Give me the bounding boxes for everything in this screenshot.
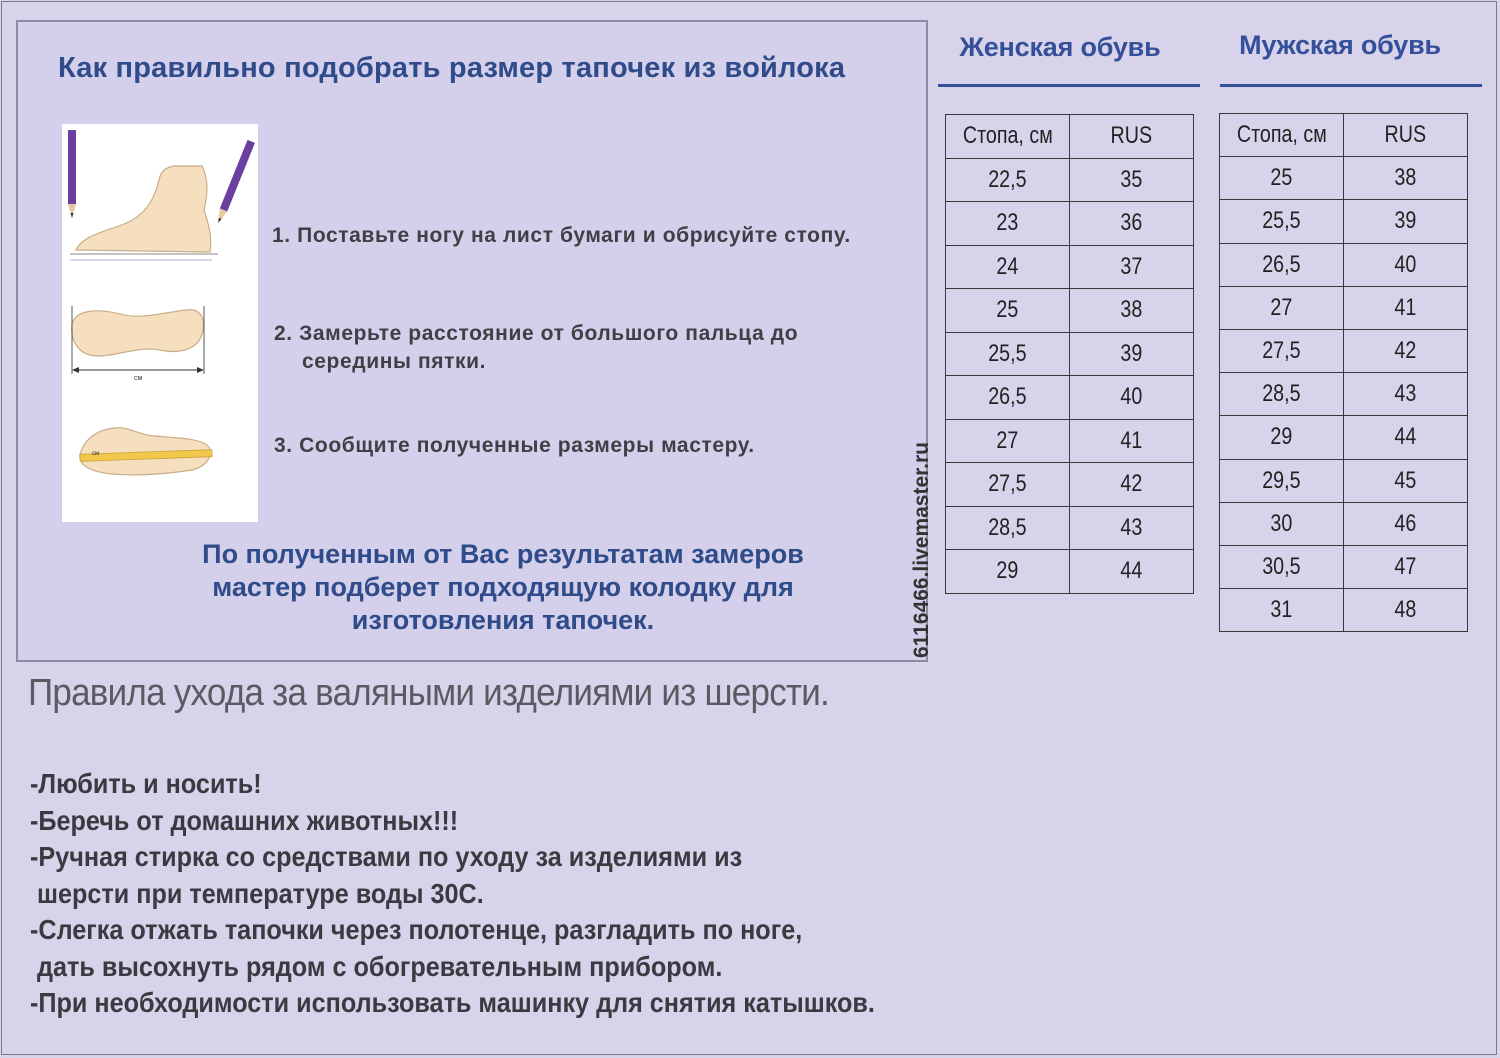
- women-size-table: [945, 114, 1194, 594]
- foot-side-view-icon: [76, 166, 211, 252]
- cell-value: 28,5: [988, 513, 1027, 541]
- cell-value: 41: [1394, 293, 1417, 321]
- table-row: [1220, 545, 1468, 588]
- table-row: [946, 158, 1194, 202]
- cell-value: 46: [1394, 509, 1417, 537]
- column-header-text: RUS: [1384, 121, 1427, 149]
- cell-value: 27,5: [988, 470, 1027, 498]
- rus-size-cell: [1344, 373, 1468, 416]
- column-header: [946, 115, 1070, 159]
- foot-length-cell: [1220, 545, 1344, 588]
- rus-size-cell: [1070, 463, 1194, 507]
- cell-value: 43: [1120, 513, 1143, 541]
- table-row: [946, 202, 1194, 246]
- note-line: мастер подберет подходящую колодку для: [212, 572, 794, 602]
- cell-value: 25,5: [988, 339, 1027, 367]
- cell-value: 39: [1394, 207, 1417, 235]
- table-row: [946, 245, 1194, 289]
- foot-length-cell: [1220, 373, 1344, 416]
- rus-size-cell: [1070, 550, 1194, 594]
- foot-length-cell: [946, 289, 1070, 333]
- foot-length-cell: [1220, 243, 1344, 286]
- cell-value: 27: [1270, 293, 1293, 321]
- care-rule-text: шерсти при температуре воды 30С.: [30, 877, 484, 909]
- pencil-icon: [215, 140, 255, 225]
- foot-length-cell: [1220, 589, 1344, 632]
- care-rule-line: [30, 803, 950, 840]
- cell-value: 29: [996, 557, 1019, 585]
- foot-length-cell: [946, 245, 1070, 289]
- cell-value: 45: [1394, 466, 1417, 494]
- care-rules-title-text: Правила ухода за валяными изделиями из шерсти.: [28, 672, 830, 714]
- foot-length-cell: [1220, 286, 1344, 329]
- table-row: [1220, 157, 1468, 200]
- table-row: [946, 506, 1194, 550]
- men-size-heading: Мужская обувь: [1239, 30, 1441, 60]
- rus-size-cell: [1344, 329, 1468, 372]
- cell-value: 42: [1394, 337, 1417, 365]
- cell-value: 23: [996, 209, 1019, 237]
- care-rule-text: -Любить и носить!: [30, 768, 262, 799]
- cell-value: 44: [1120, 557, 1143, 585]
- table-row: [946, 289, 1194, 333]
- rus-size-cell: [1344, 416, 1468, 459]
- cell-value: 25: [996, 296, 1019, 324]
- table-row: [1220, 502, 1468, 545]
- cell-value: 37: [1120, 252, 1143, 280]
- care-rule-line: [30, 985, 950, 1022]
- step-2-continued-text: середины пятки.: [302, 350, 487, 373]
- cell-value: 22,5: [988, 165, 1027, 193]
- cell-value: 25: [1270, 164, 1293, 192]
- table-row: [946, 550, 1194, 594]
- men-size-table: [1219, 113, 1468, 632]
- rus-size-cell: [1070, 419, 1194, 463]
- cell-value: 43: [1394, 380, 1417, 408]
- care-rule-line: [30, 949, 950, 986]
- measure-label: см: [134, 375, 143, 382]
- cell-value: 24: [996, 252, 1019, 280]
- rus-size-cell: [1070, 202, 1194, 246]
- watermark-site-text: 6116466.livemaster.ru: [910, 442, 933, 659]
- table-row: [1220, 329, 1468, 372]
- cell-value: 39: [1120, 339, 1143, 367]
- cell-value: 35: [1120, 165, 1143, 193]
- care-rule-text: -Беречь от домашних животных!!!: [30, 804, 459, 836]
- care-rule-line: [30, 912, 950, 949]
- step-2-text: 2. Замерьте расстояние от большого пальца до: [274, 322, 799, 345]
- foot-length-cell: [1220, 502, 1344, 545]
- foot-length-cell: [1220, 157, 1344, 200]
- men-heading-underline: [1220, 84, 1482, 87]
- care-rule-line: [30, 876, 950, 913]
- foot-length-cell: [946, 158, 1070, 202]
- cell-value: 38: [1394, 164, 1417, 192]
- table-row: [946, 376, 1194, 420]
- table-header-row: [1220, 114, 1468, 157]
- foot-length-cell: [1220, 459, 1344, 502]
- cell-value: 29: [1270, 423, 1293, 451]
- column-header-text: RUS: [1110, 122, 1153, 150]
- foot-measuring-illustration: [62, 124, 258, 522]
- cell-value: 30: [1270, 509, 1293, 537]
- instructions-title: Как правильно подобрать размер тапочек из войлока: [58, 52, 846, 84]
- table-row: [1220, 589, 1468, 632]
- women-size-heading: Женская обувь: [959, 32, 1161, 62]
- cell-value: 26,5: [1262, 250, 1301, 278]
- cell-value: 48: [1394, 596, 1417, 624]
- column-header: [1070, 115, 1194, 159]
- foot-length-cell: [1220, 416, 1344, 459]
- foot-length-cell: [946, 419, 1070, 463]
- rus-size-cell: [1070, 506, 1194, 550]
- step-3-text: 3. Сообщите полученные размеры мастеру.: [274, 434, 755, 457]
- care-rule-text: -Слегка отжать тапочки через полотенце, разгладить по ноге,: [30, 914, 803, 945]
- foot-length-cell: [946, 332, 1070, 376]
- table-row: [946, 463, 1194, 507]
- column-header-text: Стопа, см: [962, 122, 1053, 150]
- tape-label: см: [92, 451, 100, 457]
- column-header: [1344, 114, 1468, 157]
- rus-size-cell: [1344, 502, 1468, 545]
- rus-size-cell: [1344, 589, 1468, 632]
- column-header-text: Стопа, см: [1236, 121, 1327, 149]
- cell-value: 40: [1120, 383, 1143, 411]
- rus-size-cell: [1070, 376, 1194, 420]
- table-row: [1220, 373, 1468, 416]
- care-rule-text: -Ручная стирка со средствами по уходу за изделиями из: [30, 841, 743, 872]
- care-rules-title: [28, 672, 928, 715]
- cell-value: 25,5: [1262, 207, 1301, 235]
- rus-size-cell: [1070, 245, 1194, 289]
- cell-value: 42: [1120, 470, 1143, 498]
- foot-length-cell: [946, 376, 1070, 420]
- table-row: [1220, 416, 1468, 459]
- rus-size-cell: [1344, 157, 1468, 200]
- cell-value: 41: [1120, 426, 1143, 454]
- table-header-row: [946, 115, 1194, 159]
- table-row: [1220, 243, 1468, 286]
- foot-length-cell: [1220, 200, 1344, 243]
- step-1-text: 1. Поставьте ногу на лист бумаги и обрисуйте стопу.: [272, 224, 851, 247]
- table-row: [946, 419, 1194, 463]
- cell-value: 38: [1120, 296, 1143, 324]
- cell-value: 47: [1394, 552, 1417, 580]
- care-rules-list: [30, 766, 950, 1022]
- note-line: изготовления тапочек.: [351, 605, 655, 635]
- cell-value: 28,5: [1262, 380, 1301, 408]
- cell-value: 29,5: [1262, 466, 1301, 494]
- measuring-instructions-panel: [16, 20, 933, 662]
- rus-size-cell: [1344, 286, 1468, 329]
- foot-length-cell: [946, 202, 1070, 246]
- rus-size-cell: [1344, 243, 1468, 286]
- foot-length-cell: [946, 463, 1070, 507]
- women-heading-underline: [938, 84, 1200, 87]
- cell-value: 27: [996, 426, 1019, 454]
- cell-value: 26,5: [988, 383, 1027, 411]
- rus-size-cell: [1344, 200, 1468, 243]
- foot-length-cell: [946, 506, 1070, 550]
- care-rule-line: [30, 839, 950, 876]
- cell-value: 31: [1270, 596, 1293, 624]
- rus-size-cell: [1344, 459, 1468, 502]
- rus-size-cell: [1344, 545, 1468, 588]
- care-rule-line: [30, 766, 950, 803]
- cell-value: 27,5: [1262, 337, 1301, 365]
- pencil-icon: [68, 130, 76, 218]
- foot-length-cell: [1220, 329, 1344, 372]
- table-row: [1220, 459, 1468, 502]
- cell-value: 40: [1394, 250, 1417, 278]
- cell-value: 30,5: [1262, 552, 1301, 580]
- table-row: [1220, 200, 1468, 243]
- column-header: [1220, 114, 1344, 157]
- fitting-note: [118, 538, 888, 637]
- table-row: [1220, 286, 1468, 329]
- foot-length-cell: [946, 550, 1070, 594]
- care-rule-text: -При необходимости использовать машинку для снятия катышков.: [30, 987, 875, 1018]
- cell-value: 36: [1120, 209, 1143, 237]
- cell-value: 44: [1394, 423, 1417, 451]
- rus-size-cell: [1070, 332, 1194, 376]
- rus-size-cell: [1070, 158, 1194, 202]
- footprint-icon: [72, 310, 204, 356]
- care-rule-text: дать высохнуть рядом с обогревательным прибором.: [30, 950, 723, 982]
- table-row: [946, 332, 1194, 376]
- rus-size-cell: [1070, 289, 1194, 333]
- note-line: По полученным от Вас результатам замеров: [202, 539, 804, 569]
